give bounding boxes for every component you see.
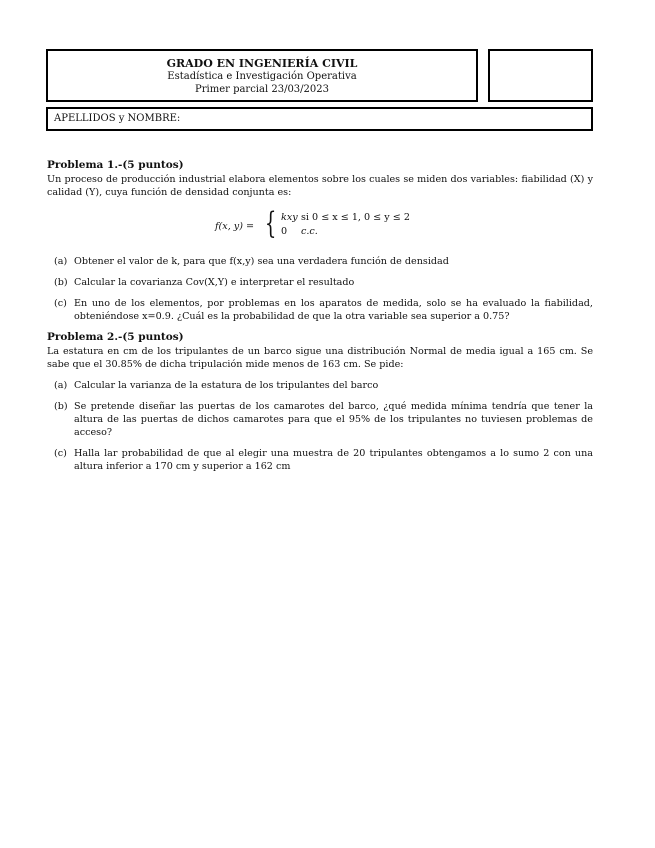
case2-expr: 0 bbox=[281, 226, 288, 237]
grade-box bbox=[488, 49, 593, 102]
name-field bbox=[46, 107, 593, 131]
item-label: (c) bbox=[54, 298, 67, 309]
name-label: APELLIDOS y NOMBRE: bbox=[54, 113, 181, 124]
list-item bbox=[47, 276, 593, 289]
item-text: Calcular la covarianza Cov(X,Y) e interpretar el resultado bbox=[74, 277, 355, 288]
item-text: Calcular la varianza de la estatura de los tripulantes del barco bbox=[74, 380, 379, 391]
problem-2-title: Problema 2.-(5 puntos) bbox=[47, 331, 184, 343]
problem-1 bbox=[47, 159, 593, 323]
exam-header bbox=[46, 49, 478, 102]
case1-expr: kxy bbox=[281, 212, 298, 223]
case2-condition: c.c. bbox=[301, 226, 318, 237]
item-text: Se pretende diseñar las puertas de los camarotes del barco, ¿qué medida mínima tendría que tener la altura de las puertas de dichos camarotes para que el 95% de los tripulantes no tuviesen problemas de acceso? bbox=[74, 401, 593, 438]
formula-lhs: f(x, y) = bbox=[215, 221, 255, 232]
list-item bbox=[47, 255, 593, 268]
item-label: (b) bbox=[54, 401, 68, 412]
item-text: Halla lar probabilidad de que al elegir una muestra de 20 tripulantes obtengamos a lo sumo 2 con una altura inferior a 170 cm y superior a 162 cm bbox=[74, 448, 593, 472]
case1-condition: si 0 ≤ x ≤ 1, 0 ≤ y ≤ 2 bbox=[301, 212, 410, 223]
item-label: (c) bbox=[54, 448, 67, 459]
list-item bbox=[47, 447, 593, 473]
problem-2 bbox=[47, 331, 593, 473]
item-label: (a) bbox=[54, 380, 68, 391]
formula-brace: { bbox=[264, 206, 277, 241]
list-item bbox=[47, 297, 593, 323]
item-text: Obtener el valor de k, para que f(x,y) sea una verdadera función de densidad bbox=[74, 256, 449, 267]
item-label: (b) bbox=[54, 277, 68, 288]
list-item bbox=[47, 379, 593, 392]
degree-title: GRADO EN INGENIERÍA CIVIL bbox=[166, 57, 358, 70]
item-text: En uno de los elementos, por problemas en los aparatos de medida, solo se ha evaluado la fiabilidad, obteniéndose x=0.9. ¿Cuál es la probabilidad de que la otra variable sea superior a 0.75? bbox=[74, 298, 593, 322]
problem-1-title: Problema 1.-(5 puntos) bbox=[47, 159, 184, 171]
item-label: (a) bbox=[54, 256, 68, 267]
problem-1-intro: Un proceso de producción industrial elabora elementos sobre los cuales se miden dos variables: fiabilidad (X) y calidad (Y), cuya función de densidad conjunta es: bbox=[47, 174, 593, 198]
subject-name: Estadística e Investigación Operativa bbox=[167, 71, 357, 82]
density-formula bbox=[47, 207, 593, 247]
exam-date: Primer parcial 23/03/2023 bbox=[195, 84, 329, 95]
list-item bbox=[47, 400, 593, 439]
problem-2-intro: La estatura en cm de los tripulantes de un barco sigue una distribución Normal de media igual a 165 cm. Se sabe que el 30.85% de dicha tripulación mide menos de 163 cm. Se pide: bbox=[47, 346, 593, 370]
